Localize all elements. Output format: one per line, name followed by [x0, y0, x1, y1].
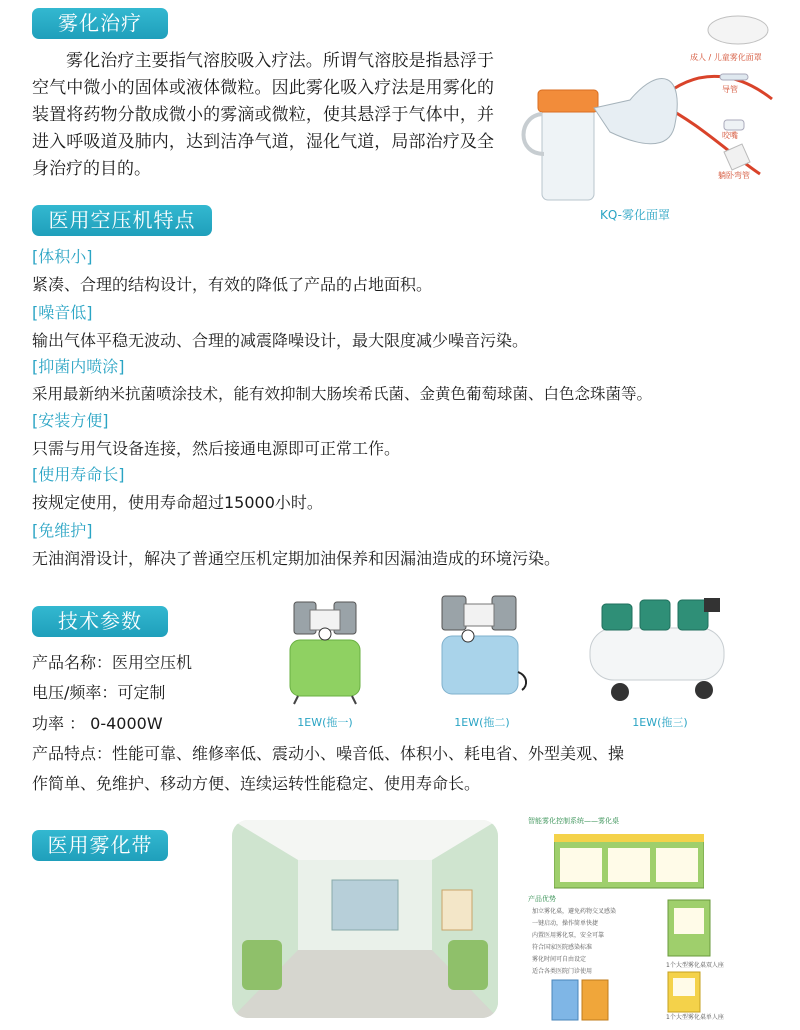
- mask-caption: KQ-雾化面罩: [600, 208, 670, 222]
- feature-title-long-life: [使用寿命长]: [32, 465, 125, 484]
- brochure-bullet: 雾化时间可自由设定: [532, 956, 587, 963]
- brochure-note-2: 1个大型雾化桌单人座: [666, 1014, 724, 1021]
- feature-text-compact: 紧凑、合理的结构设计，有效的降低了产品的占地面积。: [32, 275, 433, 294]
- part-label-mask: 成人 / 儿童雾化面罩: [690, 53, 762, 62]
- nebulization-paragraph: 雾化治疗主要指气溶胶吸入疗法。所谓气溶胶是指悬浮于空气中微小的固体或液体微粒。因此雾化吸入疗法是用雾化的装置将药物分散成微小的雾滴或微粒，使其悬浮于气体中，并进入呼吸道及肺内，达到洁净气道，湿化气道，局部治疗及全身治疗的目的。: [32, 51, 494, 179]
- feature-title-compact: [体积小]: [32, 247, 93, 266]
- nebulizer-mask-image: [510, 4, 785, 224]
- desk-illustration-top: [554, 830, 704, 896]
- spec-voltage: 电压/频率：可定制: [32, 683, 166, 702]
- part-label-tube: 导管: [722, 85, 738, 94]
- brochure-title: 智能雾化控制系统——雾化桌: [528, 817, 619, 825]
- brochure-bullet: 符合国家医院感染标准: [532, 944, 593, 951]
- compressor-image-1: [280, 596, 370, 706]
- feature-text-installation: 只需与用气设备连接，然后接通电源即可正常工作。: [32, 439, 401, 458]
- brochure-bullet: 一键启动，操作简单快捷: [532, 920, 599, 927]
- brochure-bullet: 内置医用雾化泵，安全可靠: [532, 932, 605, 939]
- room-illustration: [232, 820, 498, 1018]
- nebulization-room-photo: [232, 820, 498, 1018]
- desk-illustration-pair: [550, 976, 610, 1022]
- feature-text-low-noise: 输出气体平稳无波动、合理的减震降噪设计，最大限度减少噪音污染。: [32, 331, 529, 350]
- section-badge-compressor: 医用空压机特点: [32, 205, 212, 236]
- section-badge-belt: 医用雾化带: [32, 830, 168, 861]
- nebulization-desk-brochure: [524, 814, 776, 1024]
- desk-illustration-kid: [664, 970, 704, 1014]
- feature-title-low-noise: [噪音低]: [32, 303, 93, 322]
- spec-power: 功率 ： 0-4000W: [32, 714, 163, 733]
- spec-product-name: 产品名称：医用空压机: [32, 653, 193, 672]
- part-label-elbow: 躺卧弯管: [718, 171, 750, 180]
- part-label-mouthpiece: 咬嘴: [722, 131, 738, 140]
- brochure-bullet: 适合各类医院门诊使用: [532, 968, 593, 975]
- model-caption-3: 1EW(拖三): [632, 716, 688, 729]
- feature-text-antibacterial: 采用最新纳米抗菌喷涂技术，能有效抑制大肠埃希氏菌、金黄色葡萄球菌、白色念珠菌等。: [32, 385, 653, 403]
- feature-title-installation: [安装方便]: [32, 411, 109, 430]
- model-caption-2: 1EW(拖二): [454, 716, 510, 729]
- compressor-image-2: [432, 592, 532, 704]
- spec-features-line1: 产品特点：性能可靠、维修率低、震动小、噪音低、体积小、耗电省、外型美观、操: [32, 744, 625, 763]
- spec-features-line2: 作简单、免维护、移动方便、连续运转性能稳定、使用寿命长。: [32, 774, 481, 793]
- section-badge-nebulization: 雾化治疗: [32, 8, 168, 39]
- model-caption-1: 1EW(拖一): [297, 716, 353, 729]
- brochure-note-1: 1个大型雾化桌双人座: [666, 962, 724, 969]
- compressor-image-3: [584, 594, 734, 704]
- feature-text-long-life: 按规定使用，使用寿命超过15000小时。: [32, 493, 323, 512]
- feature-title-antibacterial: [抑菌内喷涂]: [32, 357, 125, 376]
- section-badge-specs: 技术参数: [32, 606, 168, 637]
- feature-text-maintenance-free: 无油润滑设计，解决了普通空压机定期加油保养和因漏油造成的环境污染。: [32, 549, 561, 568]
- brochure-heading: 产品优势: [528, 895, 556, 903]
- desk-illustration-single: [664, 898, 714, 958]
- brochure-bullet: 加立雾化桌，避免药物交叉感染: [532, 908, 617, 915]
- feature-title-maintenance-free: [免维护]: [32, 521, 93, 540]
